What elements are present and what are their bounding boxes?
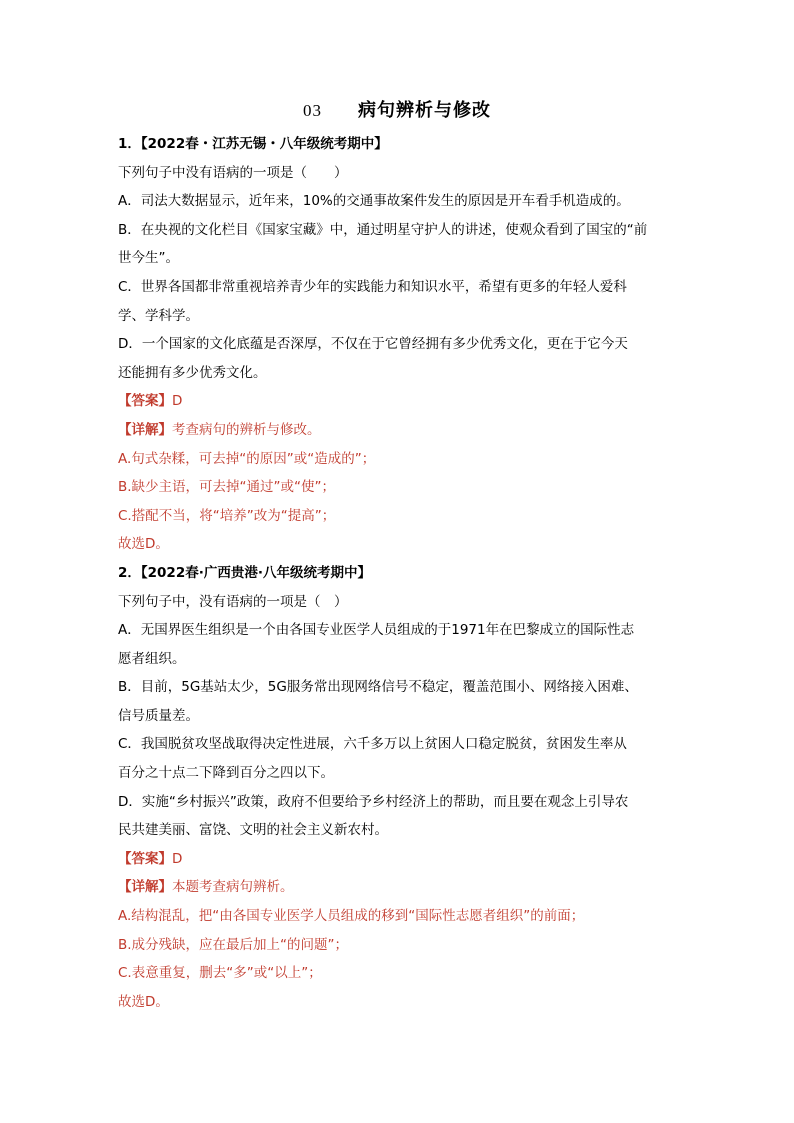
q1-answer-tag: 【答案】	[118, 393, 172, 410]
q1-option-c-line2: 学、学科学。	[118, 307, 199, 324]
q2-option-a-line1: A．无国界医生组织是一个由各国专业医学人员组成的于1971年在巴黎成立的国际性志	[118, 622, 635, 639]
title-text: 病句辨析与修改	[358, 100, 491, 121]
q2-explanation-a: A.结构混乱，把“由各国专业医学人员组成的移到“国际性志愿者组织”的前面；	[118, 908, 585, 925]
q1-option-c-line1: C．世界各国都非常重视培养青少年的实践能力和知识水平，希望有更多的年轻人爱科	[118, 278, 627, 295]
q2-detail-tag: 【详解】	[118, 879, 172, 896]
q1-answer	[118, 387, 688, 416]
q1-detail	[118, 416, 688, 445]
q2-option-b-line1: B．目前，5G基站太少，5G服务常出现网络信号不稳定，覆盖范围小、网络接入困难、	[118, 679, 638, 696]
q2-option-c-line1: C．我国脱贫攻坚战取得决定性进展，六千多万以上贫困人口稳定脱贫，贫困发生率从	[118, 736, 627, 753]
q2-option-d-line2: 民共建美丽、富饶、文明的社会主义新农村。	[118, 822, 388, 839]
q2-explanation-b: B.成分残缺，应在最后加上“的问题”；	[118, 936, 349, 953]
q1-answer-value: D	[172, 393, 183, 410]
q2-answer-value: D	[172, 850, 183, 867]
q1-option-a: A．司法大数据显示，近年来，10%的交通事故案件发生的原因是开车看手机造成的。	[118, 193, 630, 210]
q2-detail	[118, 873, 688, 902]
q1-detail-tag: 【详解】	[118, 421, 172, 438]
q1-option-d-line2: 还能拥有多少优秀文化。	[118, 364, 267, 381]
q2-option-c-line2: 百分之十点二下降到百分之四以下。	[118, 765, 334, 782]
q1-header: 1．【2022春・江苏无锡・八年级统考期中】	[118, 136, 388, 152]
q1-option-d-line1: D．一个国家的文化底蕴是否深厚，不仅在于它曾经拥有多少优秀文化，更在于它今天	[118, 336, 628, 353]
q1-explanation-c: C.搭配不当，将“培养”改为“提高”；	[118, 507, 336, 524]
page-title	[0, 96, 794, 122]
q1-explanation-b: B.缺少主语，可去掉“通过”或“使”；	[118, 479, 336, 496]
q1-stem: 下列句子中没有语病的一项是（ ）	[118, 164, 348, 181]
q2-option-b-line2: 信号质量差。	[118, 707, 199, 724]
q2-header: 2．【2022春·广西贵港·八年级统考期中】	[118, 564, 371, 581]
q1-conclusion: 故选D。	[118, 536, 169, 553]
document-content	[118, 130, 688, 1016]
q2-detail-text: 本题考查病句辨析。	[172, 879, 294, 896]
q2-option-a-line2: 愿者组织。	[118, 650, 186, 667]
q1-option-b-line1: B．在央视的文化栏目《国家宝藏》中，通过明星守护人的讲述，使观众看到了国宝的“前	[118, 221, 648, 238]
q1-detail-text: 考查病句的辨析与修改。	[172, 421, 321, 438]
q1-option-b-line2: 世今生”。	[118, 250, 179, 267]
q2-option-d-line1: D．实施“乡村振兴”政策，政府不但要给予乡村经济上的帮助，而且要在观念上引导农	[118, 793, 629, 810]
q2-conclusion: 故选D。	[118, 993, 169, 1010]
q1-explanation-a: A.句式杂糅，可去掉“的原因”或“造成的”；	[118, 450, 376, 467]
q2-answer	[118, 845, 688, 874]
q2-answer-tag: 【答案】	[118, 850, 172, 867]
title-number: 03	[303, 101, 322, 120]
q2-stem: 下列句子中，没有语病的一项是（ ）	[118, 593, 348, 610]
q2-explanation-c: C.表意重复，删去“多”或“以上”；	[118, 965, 322, 982]
